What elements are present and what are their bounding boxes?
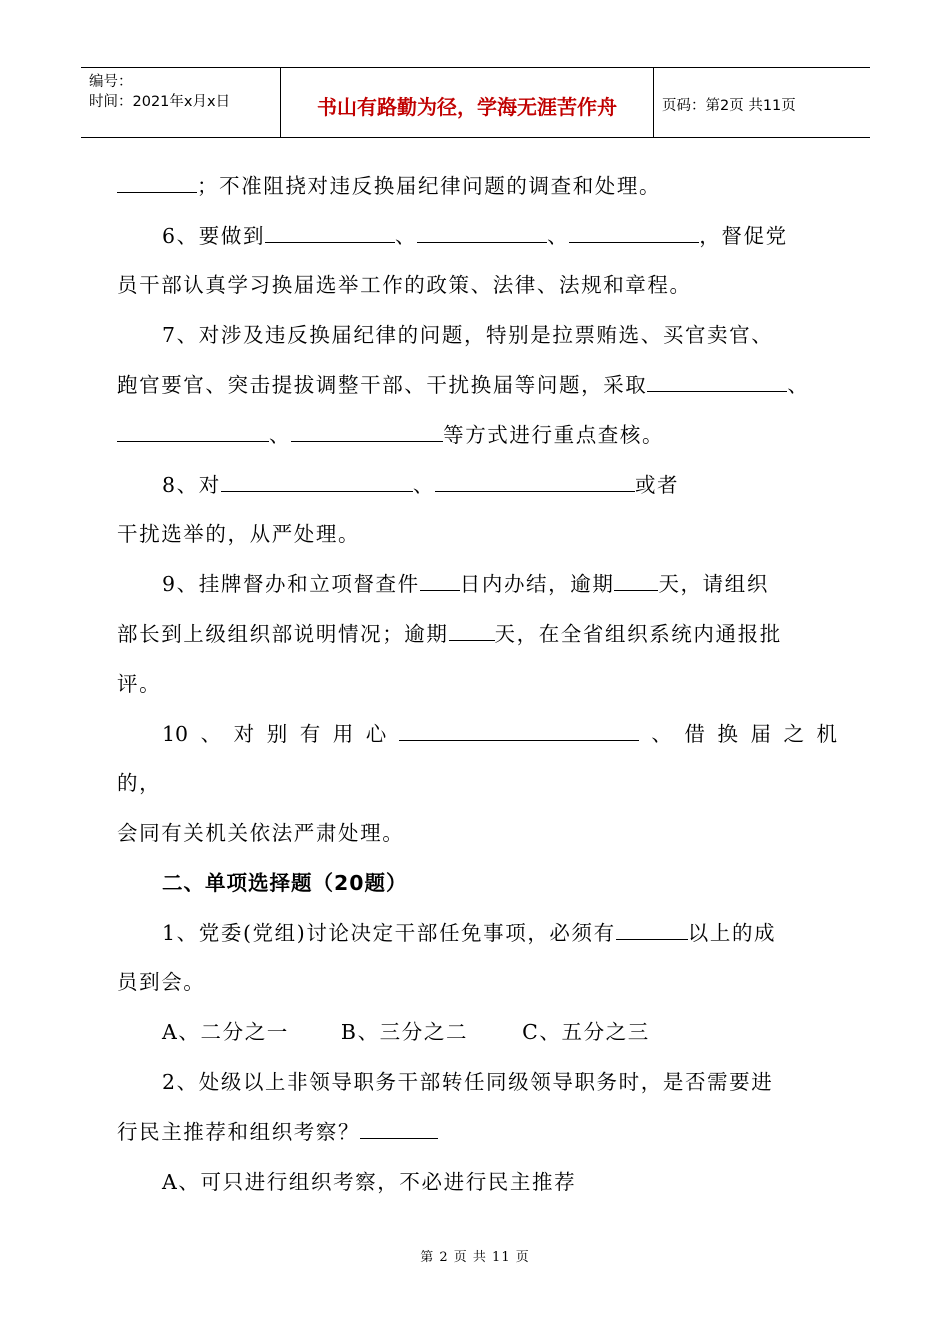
fill-blank bbox=[420, 570, 460, 591]
justified-line: 10 、 对 别 有 用 心 、 借 换 届 之 机 bbox=[162, 722, 837, 746]
fill-blank bbox=[435, 471, 635, 492]
text-line: 7、对涉及违反换届纪律的问题，特别是拉票贿选、买官卖官、 bbox=[162, 323, 774, 347]
text-line: 的， bbox=[117, 771, 162, 795]
text-line: 8、对 、 或者 bbox=[162, 473, 680, 497]
fill-blank bbox=[117, 172, 197, 193]
text-line: 部长到上级组织部说明情况；逾期 天，在全省组织系统内通报批 bbox=[117, 622, 782, 646]
text-line: ；不准阻挠对违反换届纪律问题的调查和处理。 bbox=[117, 172, 837, 200]
fill-blank bbox=[265, 222, 395, 243]
text-line: 员干部认真学习换届选举工作的政策、法律、法规和章程。 bbox=[117, 273, 692, 297]
text-line: 干扰选举的，从严处理。 bbox=[117, 522, 361, 546]
question-line: 行民主推荐和组织考察？ bbox=[117, 1118, 837, 1146]
text-line: 、 等方式进行重点查核。 bbox=[117, 421, 837, 449]
fill-blank bbox=[647, 371, 787, 392]
text-line: 跑官要官、突击提拔调整干部、干扰换届等问题，采取 、 bbox=[117, 373, 810, 397]
header-page-label: 页码：第2页 共11页 bbox=[662, 98, 796, 114]
options-line bbox=[162, 1018, 882, 1046]
text-line: 9、挂牌督办和立项督查件 日内办结，逾期 天，请组织 bbox=[162, 572, 769, 596]
fill-blank bbox=[221, 471, 413, 492]
option-a: A、二分之一 bbox=[162, 1020, 289, 1044]
option-line: A、可只进行组织考察，不必进行民主推荐 bbox=[162, 1170, 577, 1194]
question-line: 员到会。 bbox=[117, 970, 206, 994]
page-footer: 第 2 页 共 11 页 bbox=[420, 1250, 530, 1265]
question-line: 1、党委(党组)讨论决定干部任免事项，必须有 以上的成 bbox=[162, 921, 777, 945]
fill-blank bbox=[117, 421, 269, 442]
fill-blank bbox=[360, 1118, 438, 1139]
text-line: 会同有关机关依法严肃处理。 bbox=[117, 821, 405, 845]
question-line: 2、处级以上非领导职务干部转任同级领导职务时，是否需要进 bbox=[162, 1070, 774, 1094]
option-b: B、三分之二 bbox=[340, 1020, 469, 1044]
option-c: C、五分之三 bbox=[522, 1020, 650, 1044]
text-line bbox=[162, 720, 837, 748]
fill-blank bbox=[417, 222, 547, 243]
fill-blank bbox=[616, 919, 688, 940]
number-label: 编号： bbox=[89, 74, 133, 90]
fill-blank bbox=[291, 421, 443, 442]
fill-blank bbox=[399, 720, 639, 741]
text-line: 6、要做到 、 、 ，督促党 bbox=[162, 224, 788, 248]
fill-blank bbox=[569, 222, 699, 243]
text-line: 评。 bbox=[117, 672, 162, 696]
document-header bbox=[81, 67, 870, 138]
date-label: 时间：2021年x月x日 bbox=[89, 94, 231, 110]
section-title: 二、单项选择题（20题） bbox=[162, 871, 408, 895]
header-motto: 书山有路勤为径，学海无涯苦作舟 bbox=[281, 68, 654, 137]
fill-blank bbox=[614, 570, 658, 591]
fill-blank bbox=[449, 620, 495, 641]
header-meta bbox=[81, 68, 281, 137]
